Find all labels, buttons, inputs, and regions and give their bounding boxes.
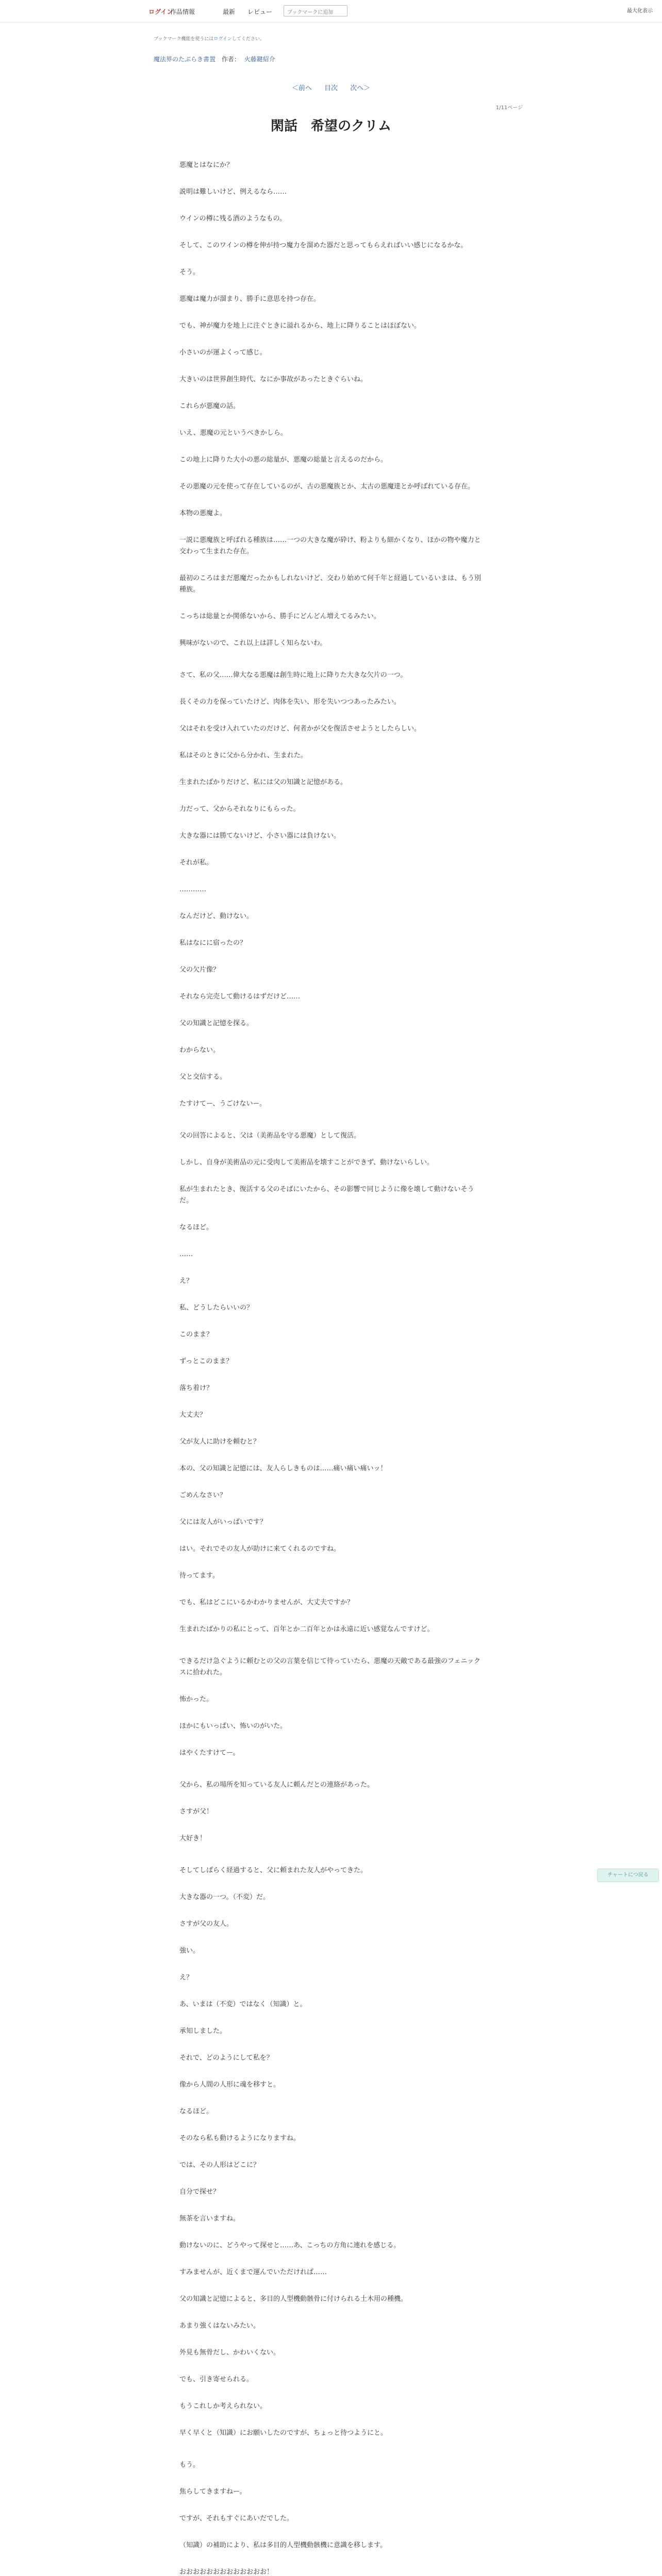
prev-page-link[interactable]: ＜前へ — [291, 84, 312, 92]
body-paragraph: 私、どうしたらいいの？ — [179, 1304, 254, 1312]
body-paragraph: なるほど。 — [179, 2108, 213, 2115]
top-navigation-bar — [0, 0, 662, 23]
body-paragraph: 外見も無骨だし、かわいくない。 — [179, 2349, 280, 2357]
body-paragraph: でも、引き寄せられる。 — [179, 2376, 254, 2383]
body-paragraph: 強い。 — [179, 1947, 200, 1955]
body-paragraph: もう。 — [179, 2461, 200, 2469]
body-paragraph: はやくたすけてー。 — [179, 1749, 240, 1757]
body-paragraph: ほかにもいっぱい、怖いのがいた。 — [179, 1722, 287, 1730]
body-paragraph: 生まれたばかりだけど、私には父の知識と記憶がある。 — [179, 778, 347, 786]
body-paragraph: え？ — [179, 1277, 193, 1285]
body-paragraph: 興味がないので、これ以上は詳しく知らないわ。 — [179, 639, 327, 647]
body-paragraph: 悪魔とはなにか？ — [179, 161, 234, 169]
body-paragraph: 焦らしてきますねー。 — [179, 2488, 246, 2496]
table-of-contents-link[interactable]: 目次 — [324, 84, 338, 92]
body-paragraph: それが私。 — [179, 859, 213, 867]
body-paragraph: 一説に悪魔族と呼ばれる種族は……一つの大きな魔が砕け、粉よりも細かくなり、ほかの物や魔力と交わって生まれた存在。 — [179, 536, 481, 555]
body-paragraph: これらが悪魔の話。 — [179, 402, 240, 410]
body-paragraph: それなら完売して動けるはずだけど…… — [179, 993, 301, 1001]
body-paragraph: 力だって、父からそれなりにもらった。 — [179, 805, 300, 813]
body-paragraph: 怖かった。 — [179, 1696, 213, 1703]
body-paragraph: でも、私はどこにいるかわかりませんが、大丈夫ですか？ — [179, 1599, 354, 1606]
body-paragraph: もうこれしか考えられない。 — [179, 2402, 267, 2410]
body-paragraph: 大好き！ — [179, 1835, 207, 1842]
bookmark-add-box[interactable]: ブックマークに追加 — [284, 5, 347, 16]
body-paragraph: 私が生まれたとき、復活する父のそばにいたから、その影響で同じように像を壊して動けないそうだ。 — [179, 1185, 474, 1205]
works-info-link[interactable]: 作品情報 — [170, 8, 195, 15]
body-paragraph: え？ — [179, 1974, 193, 1981]
body-paragraph: わからない。 — [179, 1046, 220, 1054]
body-paragraph: 父と交信する。 — [179, 1073, 227, 1081]
body-paragraph: このまま？ — [179, 1331, 213, 1338]
body-paragraph: なんだけど、動けない。 — [179, 912, 254, 920]
body-paragraph: この地上に降りた大小の悪の総量が、悪魔の総量と言えるのだから。 — [179, 456, 388, 464]
body-paragraph: それで、どのようにして私を？ — [179, 2054, 273, 2062]
body-paragraph: さすが父の友人。 — [179, 1920, 234, 1928]
display-mode-button[interactable]: 最大化表示 — [627, 8, 653, 14]
body-paragraph: …… — [179, 1250, 193, 1258]
body-paragraph: 父には友人がいっぱいです？ — [179, 1518, 267, 1526]
body-paragraph: 悪魔は魔力が溜まり、勝手に意思を持つ存在。 — [179, 295, 321, 303]
body-paragraph: 本の、父の知識と記憶には、友人らしきものは……痛い痛い痛いッ！ — [179, 1465, 387, 1472]
body-paragraph: 私はそのときに父から分かれ、生まれた。 — [179, 752, 307, 759]
body-paragraph: さて、私の父……偉大なる悪魔は創生時に地上に降りた大きな欠片の一つ。 — [179, 671, 407, 679]
body-paragraph: たすけてー、うごけないー。 — [179, 1100, 266, 1108]
body-paragraph: ずっとこのまま？ — [179, 1358, 233, 1365]
body-paragraph: あまり強くはないみたい。 — [179, 2322, 260, 2330]
body-paragraph: しかし、自身が美術品の元に受肉して美術品を壊すことができず、動けないらしい。 — [179, 1159, 434, 1166]
author-link[interactable]: 火藤鍵紹介 — [244, 56, 275, 63]
body-paragraph: 父の知識と記憶によると、多目的人型機動骸骨に付けられる土木用の種機。 — [179, 2295, 408, 2303]
breadcrumb — [154, 55, 275, 63]
body-paragraph: なるほど。 — [179, 1224, 213, 1231]
body-paragraph: 長くその力を保っていたけど、肉体を失い、形を失いつつあったみたい。 — [179, 698, 401, 706]
body-paragraph: 自分で探せ？ — [179, 2188, 220, 2196]
author-label: 作者： — [221, 56, 240, 63]
body-paragraph: はい。それでその友人が助けに来てくれるのですね。 — [179, 1545, 341, 1553]
body-paragraph: 父が友人に助けを頼むと？ — [179, 1438, 260, 1446]
body-paragraph: 承知しました。 — [179, 2027, 227, 2035]
body-paragraph: ………… — [179, 886, 206, 893]
body-paragraph: 待ってます。 — [179, 1572, 219, 1580]
body-paragraph: 父の欠片像？ — [179, 966, 220, 974]
body-paragraph: そう。 — [179, 268, 200, 276]
review-link[interactable]: レビュー — [247, 8, 273, 15]
body-paragraph: ですが、それもすぐにあいだでした。 — [179, 2515, 294, 2522]
body-paragraph: 大きいのは世界創生時代、なにか事故があったときぐらいね。 — [179, 376, 367, 383]
body-paragraph: 父はそれを受け入れていたのだけど、何者かが父を復活させようとしたらしい。 — [179, 725, 421, 733]
body-paragraph: 最初のころはまだ悪魔だったかもしれないけど、交わり始めて何千年と経過しているいまは、もう別種族。 — [179, 574, 482, 594]
body-paragraph: あ、いまは（不変）ではなく（知識）と。 — [179, 2001, 307, 2008]
body-paragraph: そのなら私も動けるようになりますね。 — [179, 2134, 301, 2142]
login-notice — [154, 35, 264, 42]
pager — [0, 82, 662, 92]
body-paragraph: 生まれたばかりの私にとって、百年とか二百年とかは永遠に近い感覚なんですけど。 — [179, 1625, 434, 1633]
body-paragraph: 父の知識と記憶を探る。 — [179, 1020, 254, 1027]
body-paragraph: 小さいのが運よくって感じ。 — [179, 349, 267, 357]
body-paragraph: 動けないのに、どうやって探せと……あ、こっちの方角に連れを感じる。 — [179, 2242, 401, 2249]
login-link[interactable]: ログイン — [148, 8, 173, 15]
notice-text-before: ブックマーク機能を使うには — [154, 37, 214, 42]
notice-text-after: してください。 — [231, 37, 264, 42]
body-paragraph: こっちは総量とか関係ないから、勝手にどんどん増えてるみたい。 — [179, 613, 380, 620]
body-paragraph: 無茶を言いますね。 — [179, 2215, 240, 2223]
novel-body — [179, 160, 487, 2576]
body-paragraph: （知識）の補助により、私は多目的人型機動骸機に意識を移します。 — [179, 2541, 387, 2549]
episode-title: 閑話 希望のクリム — [270, 118, 391, 134]
latest-link[interactable]: 最新 — [223, 8, 236, 15]
body-paragraph: 説明は難しいけど、例えるなら…… — [179, 188, 287, 196]
body-paragraph: 本物の悪魔よ。 — [179, 510, 227, 517]
body-paragraph: そしてしばらく経過すると、父に頼まれた友人がやってきた。 — [179, 1867, 368, 1874]
body-paragraph: でも、神が魔力を地上に注ぐときに溢れるから、地上に降りることはほぼない。 — [179, 322, 421, 330]
body-paragraph: 大丈夫？ — [179, 1411, 207, 1419]
side-return-tab[interactable]: チャートにつ戻る — [597, 1869, 659, 1882]
body-paragraph: 大きな器の一つ。（不変）だ。 — [179, 1893, 270, 1901]
body-paragraph: いえ、悪魔の元というべきかしら。 — [179, 429, 287, 437]
body-paragraph: さすが父！ — [179, 1808, 213, 1816]
notice-login-link[interactable]: ログイン — [213, 37, 232, 42]
next-page-link[interactable]: 次へ＞ — [350, 84, 371, 92]
body-paragraph: ごめんなさい？ — [179, 1492, 227, 1499]
body-paragraph: ウインの樽に残る酒のようなもの。 — [179, 215, 287, 223]
body-paragraph: おおおおおおおおおおおおお！ — [179, 2568, 274, 2576]
series-title-link[interactable]: 魔法界のたぶらき書置 — [154, 56, 216, 63]
body-paragraph: すみませんが、近くまで運んでいただければ…… — [179, 2268, 327, 2276]
body-paragraph: 早く早くと（知識）にお願いしたのですが、ちょっと待つようにと。 — [179, 2429, 388, 2437]
body-paragraph: 落ち着け？ — [179, 1384, 213, 1392]
body-paragraph: 父から、私の場所を知っている友人に頼んだとの連絡があった。 — [179, 1781, 374, 1789]
body-paragraph: 私はなにに宿ったの？ — [179, 939, 247, 947]
body-paragraph: そして、このワインの樽を伸が持つ魔力を溜めた器だと思ってもらえればいい感じになるかな。 — [179, 242, 468, 249]
page-counter: 1/11ページ — [495, 105, 523, 111]
body-paragraph: では、その人形はどこに？ — [179, 2161, 260, 2169]
body-paragraph: 大きな器には勝てないけど、小さい器には負けない。 — [179, 832, 341, 840]
body-paragraph: できるだけ急ぐように頼むとの父の言葉を信じて待っていたら、悪魔の天敵である最強のフェニックスに拾われた。 — [179, 1657, 481, 1676]
body-paragraph: 像から人間の人形に魂を移すと。 — [179, 2081, 280, 2089]
body-paragraph: その悪魔の元を使って存在しているのが、古の悪魔族とか、太古の悪魔達とか呼ばれている存在。 — [179, 483, 475, 490]
body-paragraph: 父の回答によると、父は（美術品を守る悪魔）として復活。 — [179, 1132, 361, 1140]
